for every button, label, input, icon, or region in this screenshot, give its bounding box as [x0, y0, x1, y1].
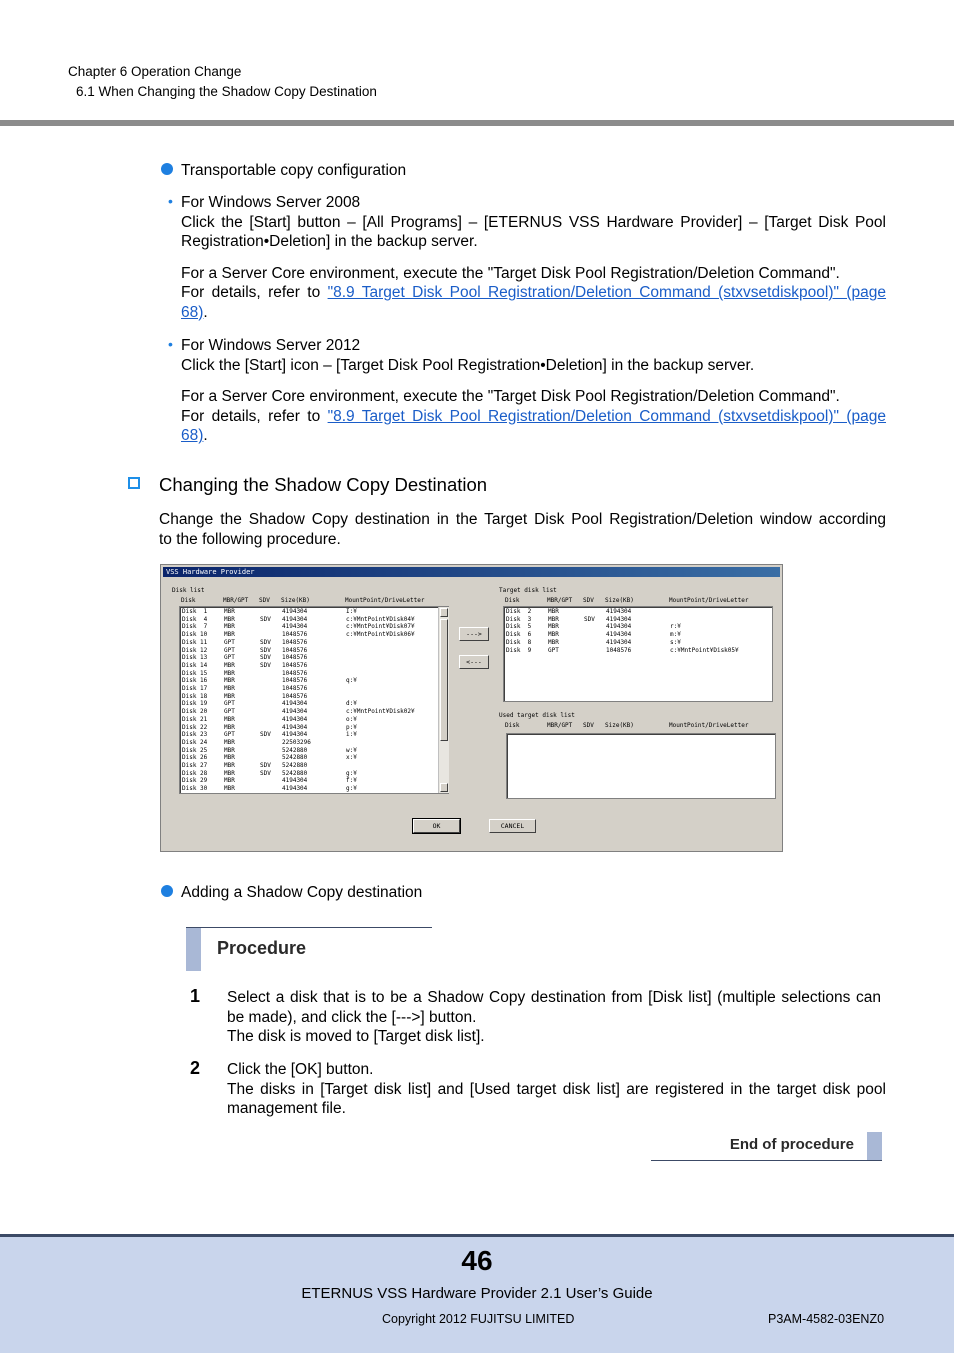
list-item[interactable]	[182, 762, 448, 770]
list-cell: MBR	[224, 754, 235, 762]
column-header[interactable]: Disk	[505, 722, 520, 729]
list-cell: Disk 1	[182, 608, 208, 615]
list-cell: 4194304	[282, 715, 308, 723]
section-para-line1: Change the Shadow Copy destination in the Target Disk Pool Registration/Deletion window according	[159, 511, 886, 528]
ws2012-line4	[181, 407, 886, 427]
ws2012-refer-text: For details, refer to	[181, 407, 328, 425]
column-header[interactable]: Disk	[181, 597, 196, 604]
list-item[interactable]	[182, 608, 448, 616]
list-cell: I:¥	[346, 608, 357, 615]
list-cell: Disk 20	[182, 708, 208, 716]
ok-button[interactable]: OK	[413, 819, 460, 833]
header-rule	[0, 120, 954, 126]
ws2008-line4	[181, 283, 886, 303]
list-cell: MBR	[224, 769, 235, 777]
column-header[interactable]: MBR/GPT	[547, 722, 573, 729]
column-header[interactable]: SDV	[583, 597, 594, 604]
list-item[interactable]	[506, 647, 772, 655]
list-cell: c:¥MntPoint¥Disk04¥	[346, 615, 415, 623]
step-1	[227, 988, 881, 1047]
list-cell: c:¥MntPoint¥Disk06¥	[346, 631, 415, 639]
list-cell: 4194304	[282, 608, 308, 615]
list-cell: SDV	[260, 654, 271, 662]
list-cell: MBR	[548, 608, 559, 615]
list-cell: Disk 17	[182, 685, 208, 692]
list-cell: SDV	[260, 731, 271, 739]
list-item[interactable]	[182, 662, 448, 670]
list-item[interactable]	[182, 639, 448, 647]
list-cell: 1048576	[282, 669, 308, 677]
column-header[interactable]: MBR/GPT	[547, 597, 573, 604]
list-cell: 4194304	[282, 785, 308, 793]
list-cell: 1048576	[282, 661, 308, 669]
list-cell: MBR	[224, 677, 235, 685]
list-cell: MBR	[224, 608, 235, 615]
disk-list-header	[181, 597, 451, 605]
list-cell: SDV	[260, 638, 271, 646]
step-number: 2	[190, 1058, 201, 1078]
list-cell: 1048576	[282, 692, 308, 700]
list-item[interactable]	[506, 608, 772, 616]
list-cell: 5242880	[282, 762, 308, 769]
list-cell: r:¥	[670, 623, 681, 631]
list-cell: 4194304	[282, 708, 308, 716]
page-footer	[0, 1234, 954, 1353]
ws2012-link-page[interactable]: 68)	[181, 427, 204, 444]
list-item[interactable]	[506, 616, 772, 624]
list-item[interactable]	[506, 623, 772, 631]
target-list-label: Target disk list	[499, 587, 557, 594]
procedure-rule	[186, 927, 432, 928]
dialog-window	[160, 564, 783, 852]
move-left-button[interactable]: <---	[459, 655, 489, 669]
move-right-button[interactable]: --->	[459, 627, 489, 641]
ws2012-title: For Windows Server 2012	[181, 337, 361, 354]
step-2-line3: management file.	[227, 1100, 346, 1117]
list-cell: MBR	[224, 669, 235, 677]
list-item[interactable]	[182, 631, 448, 639]
list-item[interactable]	[182, 716, 448, 724]
disk-list-box[interactable]	[179, 606, 449, 794]
cancel-button[interactable]: CANCEL	[489, 819, 536, 833]
list-cell: i:¥	[346, 731, 357, 739]
disk-list-label: Disk list	[172, 587, 205, 594]
ws2008-link[interactable]: "8.9 Target Disk Pool Registration/Deletion Command (stxvsetdiskpool)" (page	[327, 284, 887, 301]
list-cell: Disk 19	[182, 700, 208, 708]
list-cell: s:¥	[670, 638, 681, 646]
list-item[interactable]	[182, 785, 448, 793]
list-item[interactable]	[182, 777, 448, 785]
bullet-dot-icon: •	[168, 193, 173, 209]
list-cell: Disk 23	[182, 731, 208, 739]
ws2008-title: For Windows Server 2008	[181, 194, 361, 211]
scroll-down-arrow-icon[interactable]	[440, 783, 448, 792]
ws2012-line3: For a Server Core environment, execute the "Target Disk Pool Registration/Deletion Command".	[181, 388, 840, 405]
column-header[interactable]: MountPoint/DriveLetter	[669, 722, 749, 729]
list-cell: GPT	[224, 731, 235, 739]
list-cell: c:¥MntPoint¥Disk02¥	[346, 708, 415, 716]
list-cell: Disk 12	[182, 646, 208, 654]
list-cell: 4194304	[606, 608, 632, 615]
list-cell: GPT	[548, 646, 559, 654]
list-cell: 1048576	[606, 646, 632, 654]
ws2008-line2: Registration•Deletion] in the backup server.	[181, 233, 478, 250]
disk-list-scrollbar[interactable]	[438, 607, 449, 793]
list-cell: Disk 29	[182, 777, 208, 785]
column-header[interactable]: MBR/GPT	[223, 597, 249, 604]
list-cell: Disk 5	[506, 623, 532, 631]
list-cell: MBR	[548, 623, 559, 631]
step-2	[227, 1060, 886, 1119]
bullet-dot-icon: •	[168, 336, 173, 352]
list-cell: g:¥	[346, 769, 357, 777]
list-cell: Disk 26	[182, 754, 208, 762]
step-number: 1	[190, 986, 201, 1006]
list-cell: d:¥	[346, 700, 357, 708]
section-square-icon	[128, 477, 140, 489]
list-cell: 4194304	[282, 615, 308, 623]
list-cell: x:¥	[346, 754, 357, 762]
list-cell: MBR	[224, 685, 235, 692]
list-cell: MBR	[224, 723, 235, 731]
list-cell: p:¥	[346, 723, 357, 731]
list-cell: Disk 6	[506, 631, 532, 639]
list-item[interactable]	[506, 639, 772, 647]
ws2012-link[interactable]: "8.9 Target Disk Pool Registration/Deletion Command (stxvsetdiskpool)" (page	[327, 407, 887, 425]
list-cell: 1048576	[282, 654, 308, 662]
list-item[interactable]	[182, 647, 448, 655]
list-cell: Disk 3	[506, 615, 532, 623]
list-cell: 1048576	[282, 631, 308, 639]
list-item[interactable]	[182, 677, 448, 685]
copyright: Copyright 2012 FUJITSU LIMITED	[382, 1312, 575, 1326]
column-header[interactable]: MountPoint/DriveLetter	[669, 597, 749, 604]
document-code: P3AM-4582-03ENZ0	[768, 1312, 885, 1326]
list-cell: Disk 10	[182, 631, 208, 639]
bullet-circle-icon	[161, 163, 173, 175]
list-cell: 5242880	[282, 769, 308, 777]
list-item[interactable]	[182, 654, 448, 662]
list-cell: q:¥	[346, 677, 357, 685]
list-cell: Disk 15	[182, 669, 208, 677]
list-cell: 1048576	[282, 646, 308, 654]
list-cell: Disk 13	[182, 654, 208, 662]
list-cell: MBR	[224, 715, 235, 723]
ws2008-refer-text: For details, refer to	[181, 284, 328, 301]
list-cell: MBR	[224, 746, 235, 754]
list-cell: MBR	[224, 661, 235, 669]
ws2008-line5	[181, 303, 886, 323]
list-cell: SDV	[260, 615, 271, 623]
list-cell: SDV	[260, 762, 271, 769]
list-item[interactable]	[506, 631, 772, 639]
list-cell: MBR	[224, 615, 235, 623]
list-cell: Disk 28	[182, 769, 208, 777]
list-cell: 4194304	[282, 700, 308, 708]
ws2008-period: .	[203, 303, 208, 321]
column-header[interactable]: Size(KB)	[281, 597, 310, 604]
end-procedure-rule	[651, 1160, 882, 1161]
ws2008-block	[181, 193, 886, 322]
list-item[interactable]	[182, 747, 448, 755]
section-title: 6.1 When Changing the Shadow Copy Destination	[76, 84, 377, 99]
chapter-title: Chapter 6 Operation Change	[68, 64, 242, 79]
list-cell: MBR	[224, 738, 235, 746]
end-procedure-bar	[867, 1132, 882, 1160]
list-item[interactable]	[182, 616, 448, 624]
list-cell: Disk 25	[182, 746, 208, 754]
list-item[interactable]	[182, 685, 448, 693]
list-cell: MBR	[224, 692, 235, 700]
list-item[interactable]	[182, 724, 448, 732]
column-header[interactable]: MountPoint/DriveLetter	[345, 597, 425, 604]
ws2008-line1: Click the [Start] button – [All Programs] – [ETERNUS VSS Hardware Provider] – [Target Disk Pool	[181, 213, 886, 231]
list-item[interactable]	[182, 708, 448, 716]
ws2012-block	[181, 336, 886, 446]
list-cell: MBR	[224, 777, 235, 785]
step-1-line1: Select a disk that is to be a Shadow Copy destination from [Disk list] (multiple selections can	[227, 989, 881, 1006]
used-list-label: Used target disk list	[499, 712, 575, 719]
section-para-line2: to the following procedure.	[159, 530, 341, 548]
list-cell: Disk 21	[182, 715, 208, 723]
list-cell: 1048576	[282, 677, 308, 685]
list-cell: Disk 7	[182, 623, 208, 631]
step-2-line2: The disks in [Target disk list] and [Used target disk list] are registered in the target disk pool	[227, 1080, 886, 1098]
list-cell: SDV	[260, 769, 271, 777]
list-cell: Disk 4	[182, 615, 208, 623]
list-cell: MBR	[548, 615, 559, 623]
list-cell: Disk 9	[506, 646, 532, 654]
list-cell: o:¥	[346, 715, 357, 723]
list-cell: GPT	[224, 654, 235, 662]
list-cell: Disk 22	[182, 723, 208, 731]
list-cell: 4194304	[606, 638, 632, 646]
scroll-up-arrow-icon[interactable]	[440, 608, 448, 617]
list-item[interactable]	[182, 700, 448, 708]
ws2012-line1: Click the [Start] icon – [Target Disk Pool Registration•Deletion] in the backup server.	[181, 356, 755, 374]
list-cell: SDV	[260, 661, 271, 669]
list-cell: GPT	[224, 708, 235, 716]
list-cell: c:¥MntPoint¥Disk05¥	[670, 646, 739, 654]
list-cell: 22503296	[282, 738, 311, 746]
list-cell: GPT	[224, 646, 235, 654]
list-cell: MBR	[224, 762, 235, 769]
list-item[interactable]	[182, 693, 448, 701]
column-header[interactable]: Size(KB)	[605, 722, 634, 729]
list-cell: 1048576	[282, 685, 308, 692]
list-cell: m:¥	[670, 631, 681, 639]
list-cell: SDV	[584, 615, 595, 623]
list-cell: Disk 16	[182, 677, 208, 685]
list-cell: GPT	[224, 638, 235, 646]
ws2008-link-page[interactable]: 68)	[181, 303, 204, 321]
list-cell: 4194304	[282, 623, 308, 631]
used-list-header	[505, 722, 775, 730]
dialog-titlebar: VSS Hardware Provider	[163, 567, 780, 577]
list-cell: 4194304	[606, 631, 632, 639]
list-cell: Disk 2	[506, 608, 532, 615]
list-cell: Disk 14	[182, 661, 208, 669]
used-target-disk-list-box[interactable]	[506, 733, 776, 799]
ws2008-line3: For a Server Core environment, execute the "Target Disk Pool Registration/Deletion Command".	[181, 264, 840, 282]
adding-title: Adding a Shadow Copy destination	[181, 884, 423, 901]
list-item[interactable]	[182, 670, 448, 678]
list-cell: Disk 24	[182, 738, 208, 746]
list-cell: 4194304	[282, 731, 308, 739]
list-cell: MBR	[224, 623, 235, 631]
list-item[interactable]	[182, 770, 448, 778]
step-1-line3: The disk is moved to [Target disk list].	[227, 1028, 485, 1045]
page-number: 46	[461, 1245, 493, 1276]
list-cell: Disk 30	[182, 785, 208, 793]
list-cell: 4194304	[282, 723, 308, 731]
list-cell: 1048576	[282, 638, 308, 646]
column-header[interactable]: Size(KB)	[605, 597, 634, 604]
column-header[interactable]: Disk	[505, 597, 520, 604]
list-cell: 4194304	[606, 623, 632, 631]
list-cell: Disk 27	[182, 762, 208, 769]
step-1-line2: be made), and click the [--->] button.	[227, 1008, 477, 1026]
ws2012-line5	[181, 426, 886, 446]
step-2-line1: Click the [OK] button.	[227, 1061, 374, 1078]
bullet-circle-icon	[161, 885, 173, 897]
list-cell: c:¥MntPoint¥Disk07¥	[346, 623, 415, 631]
section-heading: Changing the Shadow Copy Destination	[159, 474, 488, 495]
list-cell: 5242880	[282, 754, 308, 762]
target-list-header	[505, 597, 775, 605]
list-item[interactable]	[182, 754, 448, 762]
end-of-procedure: End of procedure	[729, 1136, 854, 1153]
guide-title: ETERNUS VSS Hardware Provider 2.1 User’s Guide	[301, 1285, 653, 1302]
list-cell: w:¥	[346, 746, 357, 754]
ws2012-period: .	[203, 427, 208, 444]
procedure-bar	[186, 928, 201, 971]
column-header[interactable]: SDV	[259, 597, 270, 604]
list-item[interactable]	[182, 739, 448, 747]
list-item[interactable]	[182, 731, 448, 739]
list-cell: 4194304	[282, 777, 308, 785]
list-cell: g:¥	[346, 785, 357, 793]
list-cell: Disk 18	[182, 692, 208, 700]
list-cell: f:¥	[346, 777, 357, 785]
list-cell: SDV	[260, 646, 271, 654]
list-cell: Disk 8	[506, 638, 532, 646]
procedure-title: Procedure	[217, 938, 307, 958]
list-item[interactable]	[182, 623, 448, 631]
section-paragraph	[159, 510, 886, 549]
list-cell: MBR	[224, 631, 235, 639]
list-cell: 4194304	[606, 615, 632, 623]
column-header[interactable]: SDV	[583, 722, 594, 729]
list-cell: MBR	[548, 631, 559, 639]
scroll-thumb[interactable]	[440, 619, 448, 741]
transportable-title: Transportable copy configuration	[181, 162, 407, 179]
list-cell: Disk 11	[182, 638, 208, 646]
list-cell: GPT	[224, 700, 235, 708]
target-disk-list-box[interactable]	[503, 606, 773, 702]
list-cell: 5242880	[282, 746, 308, 754]
list-cell: MBR	[548, 638, 559, 646]
list-cell: MBR	[224, 785, 235, 793]
